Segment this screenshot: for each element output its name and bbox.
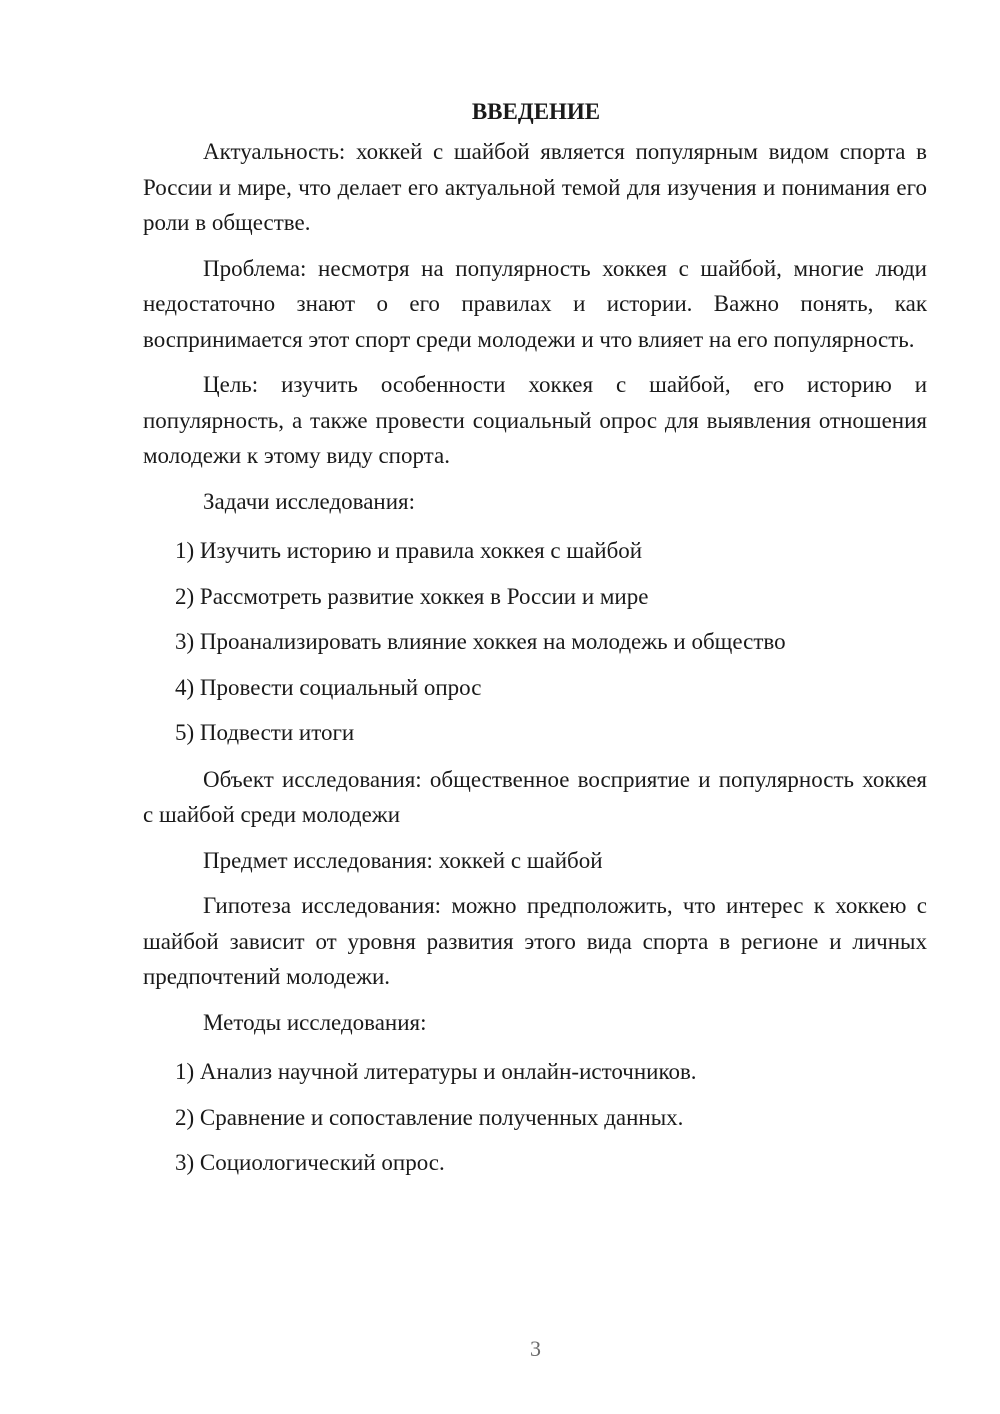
problem-paragraph: Проблема: несмотря на популярность хоккея с шайбой, многие люди недостаточно знают о его правилах и истории. Важно понять, как воспринимается этот спорт среди молодежи и что влияет на его популярность. <box>143 255 927 352</box>
methods-list <box>143 1054 927 1181</box>
task-item: 3) Проанализировать влияние хоккея на молодежь и общество <box>175 629 786 654</box>
page-number: 3 <box>530 1336 541 1361</box>
hypothesis-paragraph: Гипотеза исследования: можно предположить, что интерес к хоккею с шайбой зависит от уровня развития этого вида спорта в регионе и личных предпочтений молодежи. <box>143 893 927 989</box>
task-item: 1) Изучить историю и правила хоккея с шайбой <box>175 538 643 563</box>
goal-paragraph: Цель: изучить особенности хоккея с шайбой, его историю и популярность, а также провести социальный опрос для выявления отношения молодежи к этому виду спорта. <box>143 372 927 468</box>
task-item: 5) Подвести итоги <box>175 720 355 745</box>
page-title: ВВЕДЕНИЕ <box>471 99 601 124</box>
method-item: 2) Сравнение и сопоставление полученных данных. <box>175 1104 684 1130</box>
task-item: 2) Рассмотреть развитие хоккея в России и мире <box>175 583 649 609</box>
method-item: 1) Анализ научной литературы и онлайн-источников. <box>175 1059 697 1084</box>
subject-paragraph: Предмет исследования: хоккей с шайбой <box>203 847 603 873</box>
method-item: 3) Социологический опрос. <box>175 1150 445 1175</box>
tasks-heading: Задачи исследования: <box>203 488 416 514</box>
methods-heading: Методы исследования: <box>203 1009 427 1035</box>
relevance-paragraph: Актуальность: хоккей с шайбой является популярным видом спорта в России и мире, что делает его актуальной темой для изучения и понимания его роли в обществе. <box>143 139 927 235</box>
page-content <box>143 94 927 1181</box>
tasks-list <box>143 533 927 751</box>
object-paragraph: Объект исследования: общественное восприятие и популярность хоккея с шайбой среди молодежи <box>143 766 927 827</box>
task-item: 4) Провести социальный опрос <box>175 674 482 700</box>
